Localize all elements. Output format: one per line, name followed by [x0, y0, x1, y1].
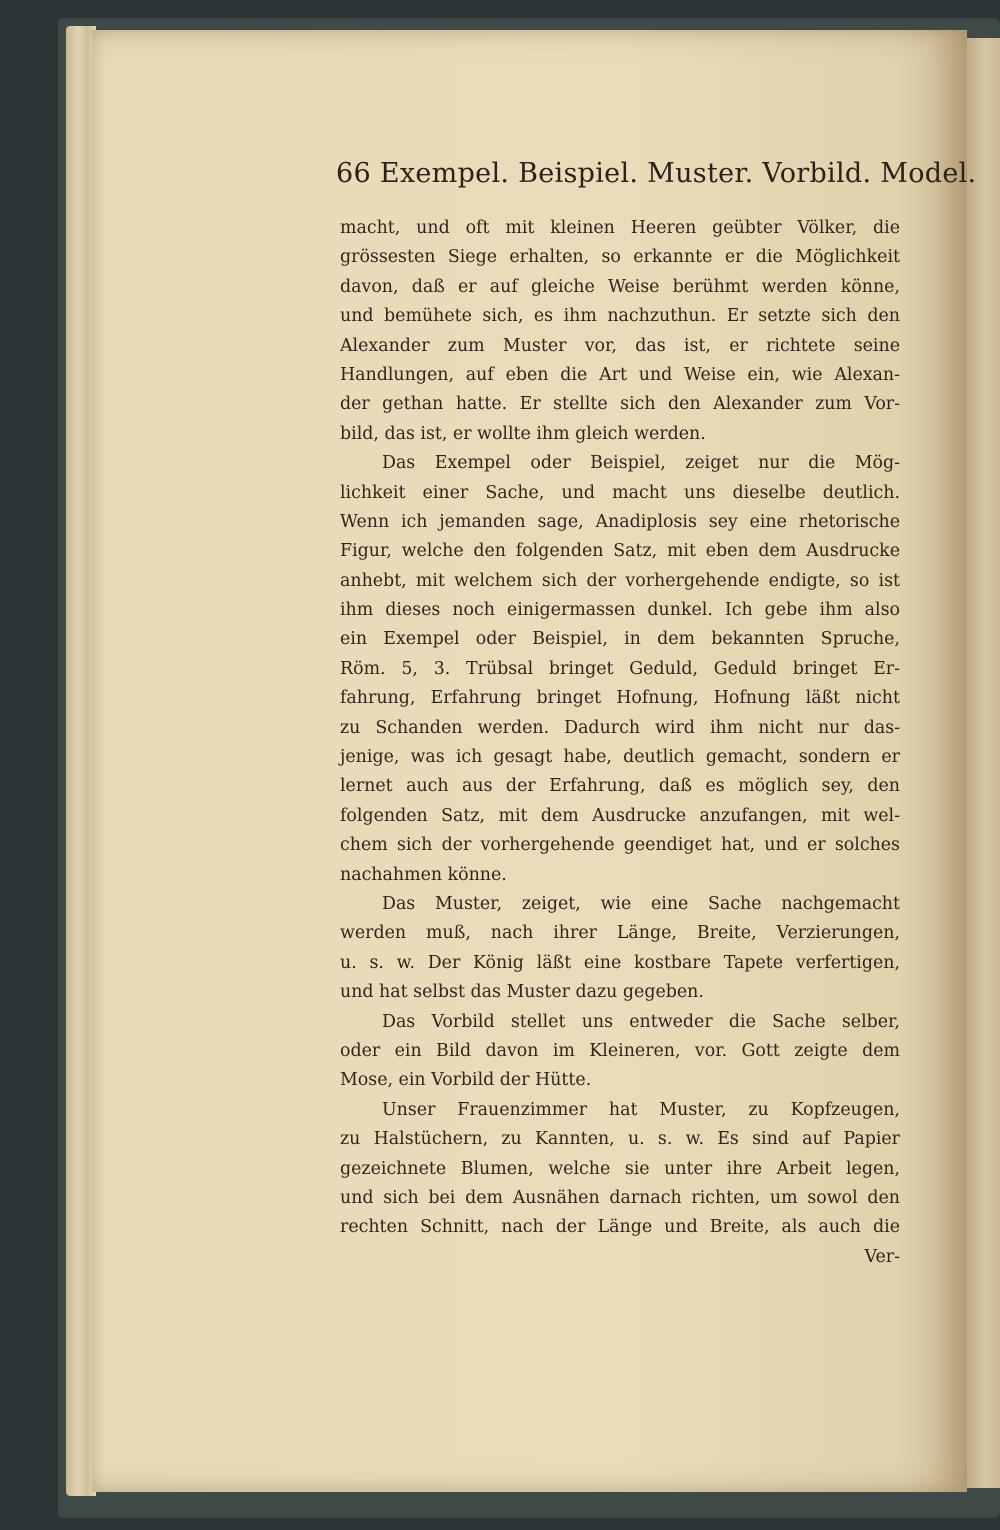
- text-line: lernet auch aus der Erfahrung, daß es möglich sey, den: [340, 776, 900, 797]
- text-line: rechten Schnitt, nach der Länge und Breite, als auch die: [340, 1217, 900, 1238]
- text-line: zu Halstüchern, zu Kannten, u. s. w. Es sind auf Papier: [340, 1129, 900, 1150]
- text-line: Das Muster, zeiget, wie eine Sache nachgemacht: [382, 893, 900, 914]
- adjacent-page-edge: [962, 38, 1000, 1488]
- text-line: folgenden Satz, mit dem Ausdrucke anzufangen, mit wel-: [340, 805, 900, 826]
- text-line: davon, daß er auf gleiche Weise berühmt werden könne,: [340, 276, 900, 297]
- text-line: grössesten Siege erhalten, so erkannte er die Möglichkeit: [340, 247, 900, 268]
- text-line: werden muß, nach ihrer Länge, Breite, Verzierungen,: [340, 923, 900, 944]
- text-line: Mose, ein Vorbild der Hütte.: [340, 1070, 592, 1091]
- text-line: und sich bei dem Ausnähen darnach richten, um sowol den: [340, 1187, 900, 1208]
- text-line: Das Exempel oder Beispiel, zeiget nur die Mög-: [382, 453, 900, 474]
- text-line: ihm dieses noch einigermassen dunkel. Ich gebe ihm also: [340, 600, 900, 621]
- text-line: Röm. 5, 3. Trübsal bringet Geduld, Geduld bringet Er-: [340, 658, 900, 679]
- running-header: [336, 158, 977, 189]
- body-text: [340, 214, 900, 1272]
- text-line: ein Exempel oder Beispiel, in dem bekannten Spruche,: [340, 629, 900, 650]
- text-line: anhebt, mit welchem sich der vorhergehende endigte, so ist: [340, 570, 900, 591]
- text-line: nachahmen könne.: [340, 864, 507, 885]
- text-line: Figur, welche den folgenden Satz, mit eben dem Ausdrucke: [340, 541, 900, 562]
- running-title: Exempel. Beispiel. Muster. Vorbild. Model.: [379, 158, 977, 189]
- text-line: Unser Frauenzimmer hat Muster, zu Kopfzeugen,: [382, 1099, 900, 1120]
- text-line: lichkeit einer Sache, und macht uns dieselbe deutlich.: [340, 482, 900, 503]
- page-number: 66: [336, 158, 371, 189]
- text-line: und hat selbst das Muster dazu gegeben.: [340, 982, 704, 1003]
- text-line: oder ein Bild davon im Kleineren, vor. Gott zeigte dem: [340, 1040, 900, 1061]
- text-line: chem sich der vorhergehende geendiget hat, und er solches: [340, 835, 900, 856]
- text-line: und bemühete sich, es ihm nachzuthun. Er setzte sich den: [340, 306, 900, 327]
- text-line: zu Schanden werden. Dadurch wird ihm nicht nur das-: [340, 717, 900, 738]
- text-line: der gethan hatte. Er stellte sich den Alexander zum Vor-: [340, 394, 900, 415]
- text-line: gezeichnete Blumen, welche sie unter ihre Arbeit legen,: [340, 1158, 900, 1179]
- text-line: Handlungen, auf eben die Art und Weise ein, wie Alexan-: [340, 364, 900, 385]
- text-line: bild, das ist, er wollte ihm gleich werden.: [340, 423, 706, 444]
- text-line: Ver-: [864, 1246, 900, 1267]
- text-line: u. s. w. Der König läßt eine kostbare Tapete verfertigen,: [340, 952, 900, 973]
- text-line: Das Vorbild stellet uns entweder die Sache selber,: [382, 1011, 900, 1032]
- text-line: jenige, was ich gesagt habe, deutlich gemacht, sondern er: [340, 747, 900, 768]
- text-line: fahrung, Erfahrung bringet Hofnung, Hofnung läßt nicht: [340, 688, 900, 709]
- text-line: macht, und oft mit kleinen Heeren geübter Völker, die: [340, 218, 900, 238]
- text-line: Alexander zum Muster vor, das ist, er richtete seine: [340, 335, 900, 356]
- text-line: Wenn ich jemanden sage, Anadiplosis sey eine rhetorische: [340, 511, 900, 532]
